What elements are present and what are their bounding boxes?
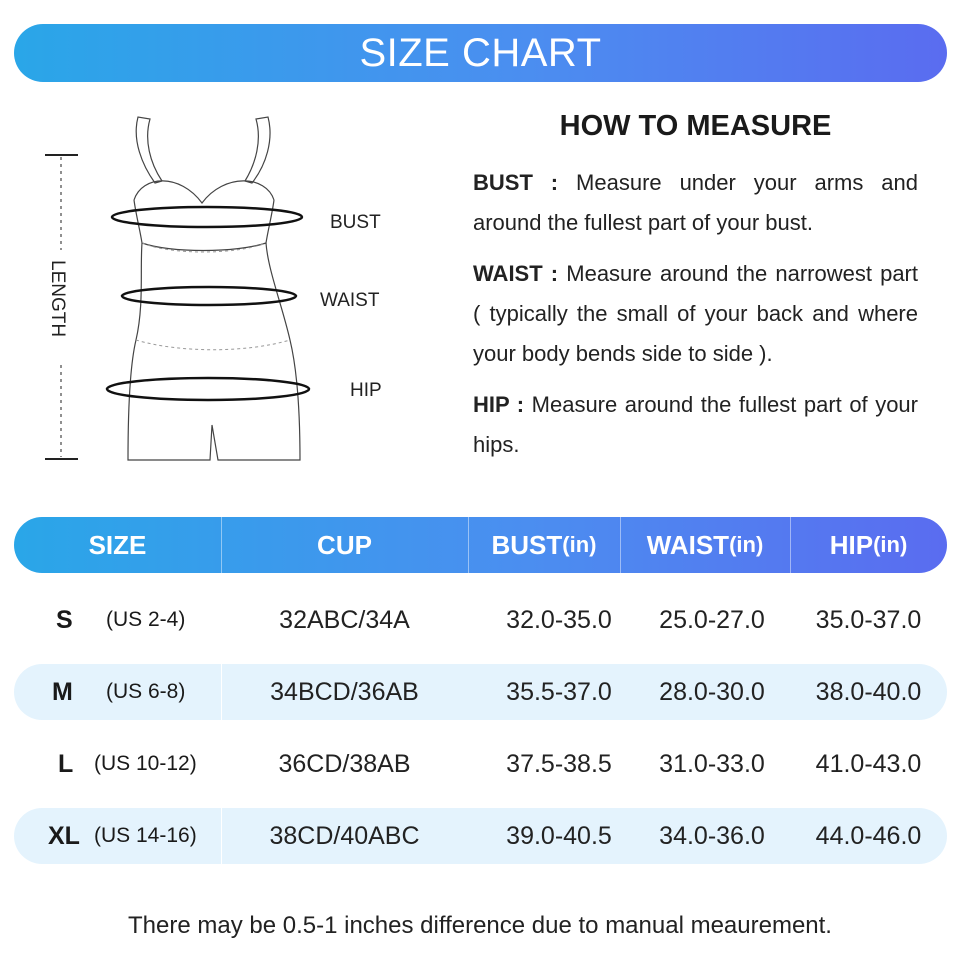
size-letter: S bbox=[56, 605, 73, 634]
size-us: (US 2-4) bbox=[106, 608, 186, 631]
cup-cell: 32ABC/34A bbox=[279, 605, 410, 634]
footnote: There may be 0.5-1 inches difference due to manual meaurement. bbox=[128, 912, 832, 939]
hip-label: HIP bbox=[350, 380, 382, 401]
waist-cell: 31.0-33.0 bbox=[659, 749, 765, 778]
header-cup-label: CUP bbox=[317, 529, 372, 560]
header-waist-label: WAIST bbox=[646, 529, 730, 560]
header-waist-unit: (in) bbox=[729, 532, 764, 557]
hip-seam bbox=[136, 340, 290, 350]
header-hip-unit: (in) bbox=[873, 532, 908, 557]
hip-text: Measure around the fullest part of your hips. bbox=[473, 392, 918, 457]
size-us: (US 6-8) bbox=[106, 680, 186, 703]
hip-instruction bbox=[473, 385, 918, 465]
how-to-measure bbox=[473, 110, 918, 476]
waist-ring bbox=[122, 287, 296, 305]
bust-label: BUST bbox=[330, 212, 381, 233]
table-row bbox=[14, 664, 947, 720]
hip-cell: 38.0-40.0 bbox=[815, 677, 922, 706]
title-banner bbox=[14, 24, 947, 82]
left-strap bbox=[136, 117, 162, 183]
bodysuit-diagram bbox=[30, 105, 450, 485]
hip-term: HIP : bbox=[473, 392, 525, 417]
length-label: LENGTH bbox=[47, 260, 68, 338]
bust-cell: 37.5-38.5 bbox=[506, 749, 612, 778]
table-row bbox=[14, 736, 947, 792]
hip-ring bbox=[107, 378, 309, 400]
header-cup bbox=[221, 517, 468, 573]
header-hip-label: HIP bbox=[829, 529, 874, 560]
size-letter: XL bbox=[48, 821, 80, 850]
size-letter: L bbox=[58, 749, 74, 778]
hip-cell: 44.0-46.0 bbox=[815, 821, 922, 850]
size-letter: M bbox=[52, 677, 73, 706]
hip-cell: 35.0-37.0 bbox=[815, 605, 922, 634]
waist-label: WAIST bbox=[320, 290, 380, 311]
bust-text: Measure under your arms and around the fullest part of your bust. bbox=[473, 170, 918, 235]
waist-cell: 25.0-27.0 bbox=[659, 605, 765, 634]
header-size bbox=[14, 517, 221, 573]
bodysuit-illustration bbox=[30, 105, 450, 485]
header-size-label: SIZE bbox=[88, 529, 147, 560]
how-to-measure-title: HOW TO MEASURE bbox=[559, 110, 832, 142]
waist-cell: 28.0-30.0 bbox=[659, 677, 765, 706]
header-waist bbox=[620, 517, 790, 573]
size-table-header bbox=[14, 517, 947, 573]
torso-outline bbox=[128, 243, 300, 460]
table-row bbox=[14, 808, 947, 864]
header-bust-unit: (in) bbox=[562, 532, 597, 557]
bust-ring bbox=[112, 207, 302, 227]
page-title: SIZE CHART bbox=[359, 30, 602, 75]
cup-cell: 36CD/38AB bbox=[278, 749, 411, 778]
cup-cell: 34BCD/36AB bbox=[270, 677, 419, 706]
header-hip bbox=[790, 517, 947, 573]
bust-term: BUST : bbox=[473, 170, 559, 195]
size-us: (US 14-16) bbox=[94, 824, 197, 847]
bust-instruction bbox=[473, 163, 918, 243]
waist-text: Measure around the narrowest part ( typically the small of your back and where your body bends side to side ). bbox=[473, 261, 918, 366]
cup-cell: 38CD/40ABC bbox=[269, 821, 420, 850]
table-row bbox=[14, 592, 947, 648]
cups-outline bbox=[134, 181, 274, 203]
size-us: (US 10-12) bbox=[94, 752, 197, 775]
bust-cell: 32.0-35.0 bbox=[506, 605, 612, 634]
header-bust-label: BUST bbox=[491, 529, 563, 560]
bust-cell: 35.5-37.0 bbox=[506, 677, 612, 706]
right-strap bbox=[245, 117, 270, 183]
waist-instruction bbox=[473, 254, 918, 374]
bust-cell: 39.0-40.5 bbox=[506, 821, 612, 850]
waist-term: WAIST : bbox=[473, 261, 559, 286]
waist-cell: 34.0-36.0 bbox=[659, 821, 765, 850]
header-bust bbox=[468, 517, 620, 573]
hip-cell: 41.0-43.0 bbox=[815, 749, 922, 778]
